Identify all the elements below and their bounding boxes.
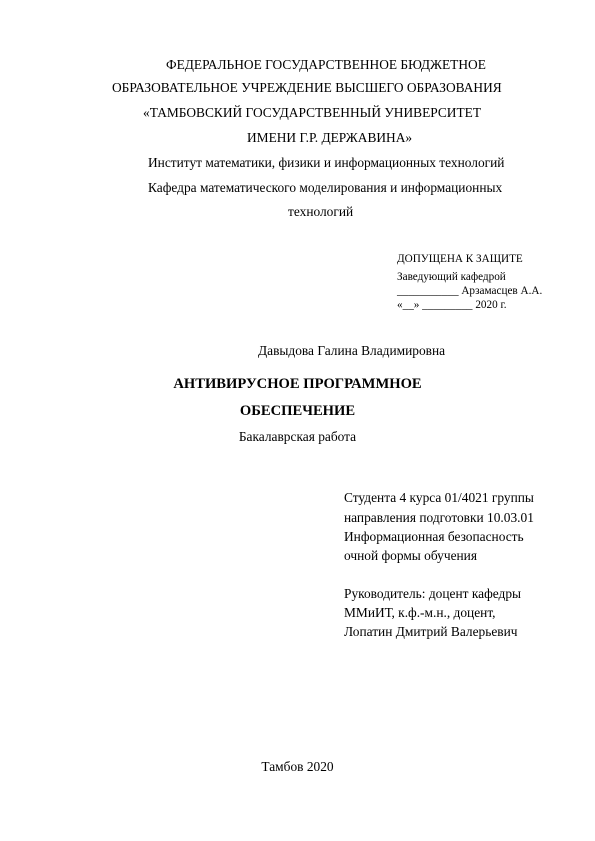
thesis-title-line-1: АНТИВИРУСНОЕ ПРОГРАММНОЕ: [173, 376, 422, 392]
approval-signature-line: ___________ Арзамасцев А.А.: [397, 285, 543, 297]
thesis-title-line-2: ОБЕСПЕЧЕНИЕ: [239, 403, 356, 419]
header-line-2: ОБРАЗОВАТЕЛЬНОЕ УЧРЕЖДЕНИЕ ВЫСШЕГО ОБРАЗОВАНИЯ: [112, 80, 502, 95]
department-name-line-2: технологий: [288, 204, 354, 219]
city-year: Тамбов 2020: [261, 759, 334, 774]
supervisor-line-2: ММиИТ, к.ф.-м.н., доцент,: [344, 605, 496, 620]
approval-heading: ДОПУЩЕНА К ЗАЩИТЕ: [397, 253, 523, 265]
header-line-4: ИМЕНИ Г.Р. ДЕРЖАВИНА»: [247, 130, 413, 145]
approval-role: Заведующий кафедрой: [397, 271, 506, 283]
student-info-line-1: Студента 4 курса 01/4021 группы: [344, 490, 534, 505]
student-info-line-3: Информационная безопасность: [344, 529, 524, 544]
work-type: Бакалаврская работа: [238, 429, 357, 444]
author-name: Давыдова Галина Владимировна: [258, 343, 446, 358]
approval-date-line: «__» _________ 2020 г.: [397, 299, 507, 311]
supervisor-line-3: Лопатин Дмитрий Валерьевич: [344, 624, 518, 639]
institute-name: Институт математики, физики и информационных технологий: [148, 155, 505, 170]
header-line-3: «ТАМБОВСКИЙ ГОСУДАРСТВЕННЫЙ УНИВЕРСИТЕТ: [143, 105, 482, 120]
department-name-line-1: Кафедра математического моделирования и информационных: [148, 180, 503, 195]
header-line-1: ФЕДЕРАЛЬНОЕ ГОСУДАРСТВЕННОЕ БЮДЖЕТНОЕ: [166, 57, 486, 72]
student-info-line-2: направления подготовки 10.03.01: [344, 510, 534, 525]
student-info-line-4: очной формы обучения: [344, 548, 478, 563]
supervisor-line-1: Руководитель: доцент кафедры: [344, 586, 522, 601]
